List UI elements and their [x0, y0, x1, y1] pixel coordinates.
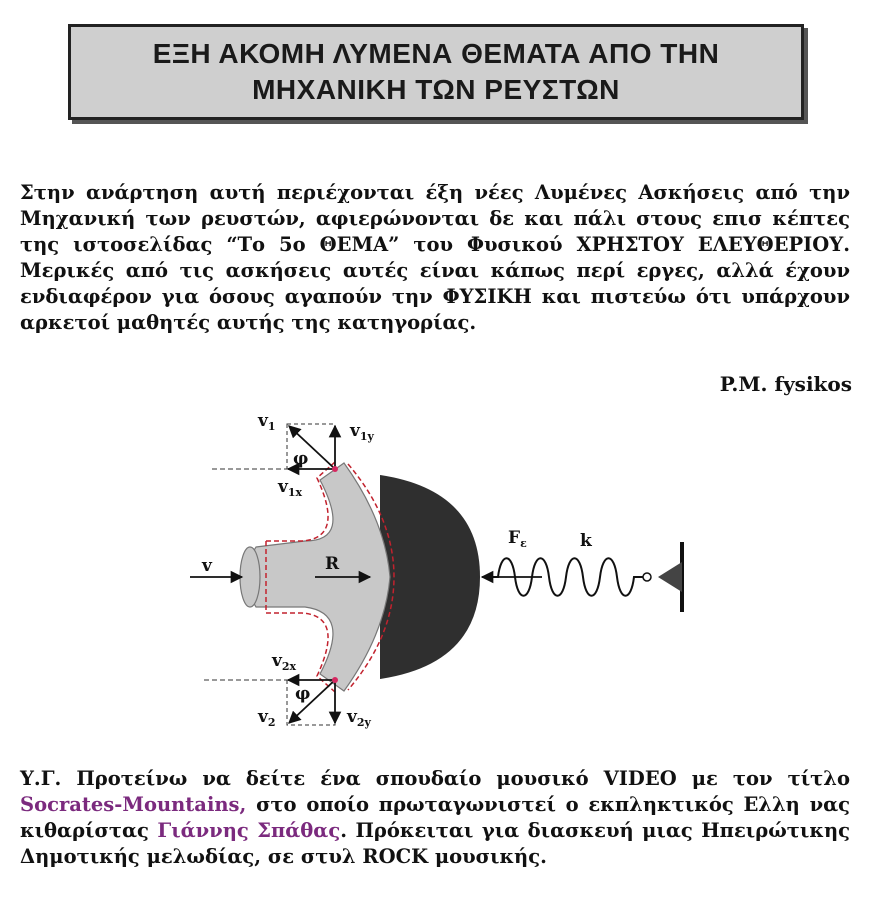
pipe-inlet	[240, 547, 260, 607]
label-v2x: $v_{2x}$	[272, 651, 297, 673]
outro-text-1: Υ.Γ. Προτείνω να δείτε ένα σπουδαίο μουσικό VIDEO με τον τίτλο	[20, 767, 850, 790]
pipe-force-diagram	[180, 400, 700, 745]
title-line-1: ΕΞΗ ΑΚΟΜΗ ΛΥΜΕΝΑ ΘΕΜΑΤΑ ΑΠΟ ΤΗΝ	[152, 38, 720, 69]
label-F: $F_\varepsilon$	[508, 528, 527, 550]
label-v1y: $v_{1y}$	[350, 421, 374, 443]
label-phi-bottom: φ	[295, 684, 311, 704]
wall-mount	[658, 562, 682, 592]
outro-text-3: . Πρόκειται για διασκευή μιας Ηπειρώτικης Δημοτικής μελωδίας, σε στυλ ROCK μουσικής.	[20, 819, 850, 868]
label-k: k	[580, 531, 592, 551]
top-dot	[332, 466, 338, 472]
label-v2y: $v_{2y}$	[347, 707, 371, 729]
title-line-2: ΜΗΧΑΝΙΚΗ ΤΩΝ ΡΕΥΣΤΩΝ	[252, 74, 620, 105]
author-signature: P.M. fysikos	[719, 372, 852, 396]
spring-hinge	[643, 573, 651, 581]
label-v1x: $v_{1x}$	[278, 477, 303, 499]
bottom-dot	[332, 677, 338, 683]
label-phi-top: φ	[293, 449, 309, 469]
title-box	[68, 24, 804, 120]
giannis-spathas-link[interactable]: Γιάννης Σπάθας	[157, 819, 341, 842]
label-v1: $v_1$	[258, 411, 276, 433]
outro-paragraph	[20, 766, 850, 870]
outro-text-2: στο οποίο πρωταγωνιστεί ο εκπληκτικός Ελλη νας κιθαρίστας	[20, 793, 850, 842]
label-R: R	[325, 554, 340, 574]
dark-body	[380, 475, 480, 679]
socrates-mountains-link[interactable]: Socrates-Mountains,	[20, 793, 247, 816]
diagram-svg	[180, 400, 700, 745]
label-v: v	[202, 556, 212, 576]
label-v2: $v_2$	[258, 707, 276, 729]
intro-paragraph: Στην ανάρτηση αυτή περιέχονται έξη νέες Λυμένες Ασκήσεις από την Μηχανική των ρευστών, αφιερώνονται δε και πάλι στους επισ κέπτες της ιστοσελίδας “Το 5ο ΘΕΜΑ” του Φυσικού ΧΡΗΣΤΟΥ ΕΛΕΥΘΕΡΙΟΥ. Μερικές από τις ασκήσεις αυτές είναι κάπως περί εργες, αλλά έχουν ενδιαφέρον για όσους αγαπούν την ΦΥΣΙΚΗ και πιστεύω ότι υπάρχουν αρκετοί μαθητές αυτής της κατηγορίας.	[20, 181, 850, 334]
